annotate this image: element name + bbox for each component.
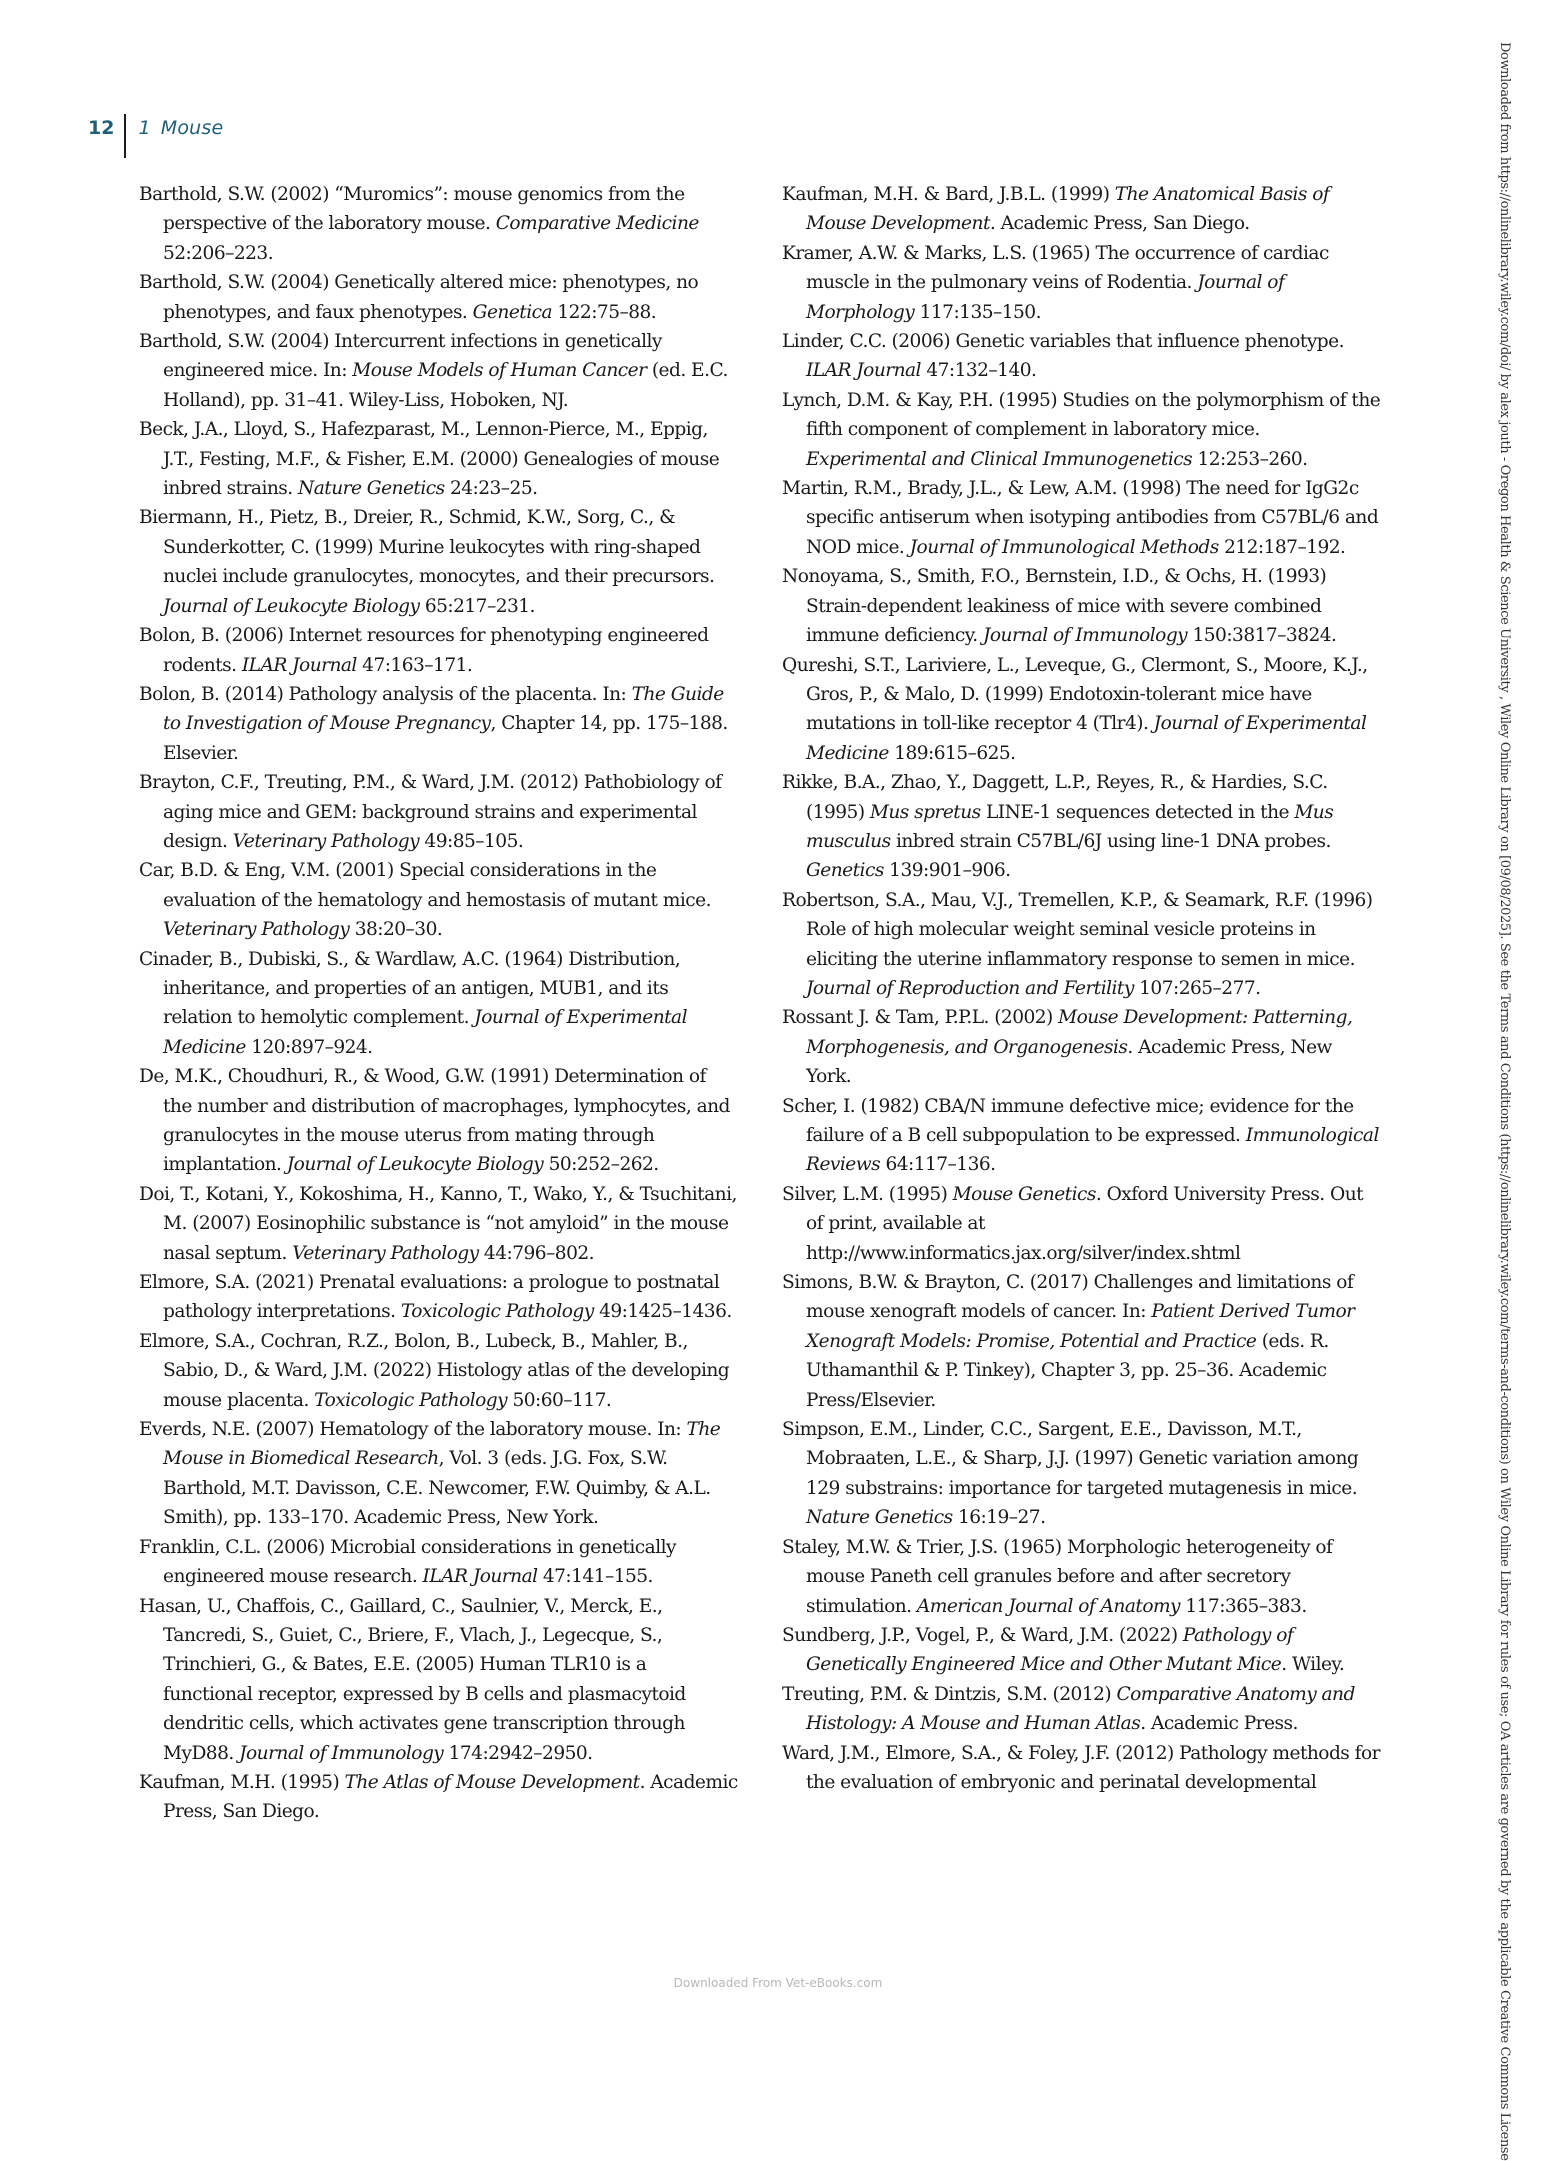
reference-text: 139:901–906.: [883, 860, 1011, 882]
reference-text: 50:252–262.: [543, 1154, 659, 1176]
reference-text: Scher, I. (1982) CBA/N immune defective mice; evidence for the failure of a B cell subpopulation to be expressed.: [782, 1095, 1354, 1146]
reference-entry: [782, 1180, 1382, 1268]
reference-text: 117:135–150.: [914, 301, 1041, 323]
reference-entry: [782, 768, 1382, 886]
reference-italic-title: Journal of Immunology: [239, 1742, 444, 1764]
reference-entry: [782, 386, 1382, 474]
reference-italic-title: ILAR Journal: [241, 654, 357, 676]
reference-text: 16:19–27.: [952, 1507, 1046, 1529]
reference-text: Elmore, S.A., Cochran, R.Z., Bolon, B., Lubeck, B., Mahler, B., Sabio, D., & Ward, J.M. (2022) Histology atlas of the developing mouse placenta.: [139, 1330, 730, 1411]
references-column-left: [139, 180, 739, 1827]
reference-text: Cinader, B., Dubiski, S., & Wardlaw, A.C. (1964) Distribution, inheritance, and properties of an antigen, MUB1, and its relation to hemolytic complement.: [139, 948, 681, 1029]
reference-text: Biermann, H., Pietz, B., Dreier, R., Schmid, K.W., Sorg, C., & Sunderkotter, C. (1999) Murine leukocytes with ring-shaped nuclei include granulocytes, monocytes, and their precursors.: [139, 507, 715, 588]
reference-italic-title: Mus musculus: [806, 801, 1334, 852]
reference-entry: [782, 1680, 1382, 1739]
reference-text: Robertson, S.A., Mau, V.J., Tremellen, K.P., & Seamark, R.F. (1996) Role of high molecular weight seminal vesicle proteins in eliciting the uterine inflammatory response to semen in mice.: [782, 889, 1373, 970]
reference-text: Kaufman, M.H. & Bard, J.B.L. (1999): [782, 184, 1115, 205]
reference-entry: [139, 1268, 739, 1327]
chapter-number: 1: [138, 117, 151, 139]
header-divider: [124, 114, 126, 158]
reference-text: Kramer, A.W. & Marks, L.S. (1965) The occurrence of cardiac muscle in the pulmonary veins of Rodentia.: [782, 242, 1329, 294]
reference-italic-title: Nature Genetics: [298, 478, 445, 500]
reference-text: 52:206–223.: [163, 242, 274, 264]
reference-text: Barthold, S.W. (2004) Intercurrent infections in genetically engineered mice. In:: [139, 331, 662, 382]
reference-italic-title: Nature Genetics: [806, 1507, 953, 1529]
reference-italic-title: Toxicologic Pathology: [314, 1389, 508, 1411]
reference-text: inbred strain C57BL/6J using line-1 DNA probes.: [890, 830, 1331, 852]
reference-text: Everds, N.E. (2007) Hematology of the laboratory mouse. In:: [139, 1419, 687, 1441]
reference-text: Treuting, P.M. & Dintzis, S.M. (2012): [782, 1683, 1117, 1705]
reference-italic-title: Journal of Immunological Methods: [909, 536, 1219, 558]
reference-entry: [139, 415, 739, 503]
reference-text: (eds. R. Uthamanthil & P. Tinkey), Chapter 3, pp. 25–36. Academic Press/Elsevier.: [806, 1330, 1329, 1411]
reference-italic-title: Genetics: [806, 860, 884, 882]
running-header: [88, 114, 223, 158]
reference-text: Staley, M.W. & Trier, J.S. (1965) Morphologic heterogeneity of mouse Paneth cell granules before and after secretory stimulation.: [782, 1536, 1333, 1617]
reference-text: 38:20–30.: [349, 919, 443, 941]
reference-text: 174:2942–2950.: [443, 1742, 593, 1764]
reference-text: 189:615–625.: [888, 742, 1016, 764]
reference-entry: [139, 327, 739, 415]
reference-text: Kaufman, M.H. (1995): [139, 1771, 345, 1793]
reference-entry: [782, 474, 1382, 562]
reference-text: De, M.K., Choudhuri, R., & Wood, G.W. (1991) Determination of the number and distribution of macrophages, lymphocytes, and granulocytes in the mouse uterus from mating through implantation.: [139, 1066, 730, 1176]
reference-text: , Vol. 3 (eds. J.G. Fox, S.W. Barthold, M.T. Davisson, C.E. Newcomer, F.W. Quimby, & A.L. Smith), pp. 133–170. Academic Press, New York.: [163, 1448, 711, 1529]
reference-entry: [139, 856, 739, 944]
reference-text: . Academic Press, San Diego.: [989, 213, 1250, 235]
reference-text: 65:217–231.: [419, 595, 535, 617]
reference-text: Brayton, C.F., Treuting, P.M., & Ward, J.M. (2012) Pathobiology of aging mice and GEM: background strains and experimental design.: [139, 772, 722, 852]
reference-entry: [782, 1533, 1382, 1621]
reference-entry: [139, 621, 739, 680]
reference-italic-title: Toxicologic Pathology: [400, 1301, 594, 1323]
reference-text: . Academic Press, San Diego.: [163, 1771, 738, 1823]
reference-text: Doi, T., Kotani, Y., Kokoshima, H., Kanno, T., Wako, Y., & Tsuchitani, M. (2007) Eosinophilic substance is “not amyloid” in the mouse nasal septum.: [139, 1183, 737, 1264]
reference-text: Rossant J. & Tam, P.P.L. (2002): [782, 1007, 1059, 1029]
reference-entry: [782, 651, 1382, 769]
reference-italic-title: Comparative Anatomy and Histology: A Mouse and Human Atlas: [806, 1683, 1355, 1735]
reference-entry: [139, 1327, 739, 1415]
reference-italic-title: Comparative Medicine: [495, 213, 699, 235]
reference-italic-title: Veterinary Pathology: [232, 830, 420, 852]
reference-entry: [782, 562, 1382, 650]
reference-text: Barthold, S.W. (2004) Genetically altered mice: phenotypes, no phenotypes, and faux phenotypes.: [139, 272, 699, 323]
reference-italic-title: Genetica: [472, 301, 553, 323]
reference-text: Simpson, E.M., Linder, C.C., Sargent, E.E., Davisson, M.T., Mobraaten, L.E., & Sharp, J.J. (1997) Genetic variation among 129 substrains: importance for targeted mutagenesis in mice.: [782, 1419, 1359, 1499]
reference-text: Linder, C.C. (2006) Genetic variables that influence phenotype.: [782, 331, 1344, 353]
reference-text: Beck, J.A., Lloyd, S., Hafezparast, M., Lennon-Pierce, M., Eppig, J.T., Festing, M.F., & Fisher, E.M. (2000) Genealogies of mouse inbred strains.: [139, 419, 720, 500]
reference-italic-title: Veterinary Pathology: [292, 1242, 479, 1264]
reference-entry: [139, 1592, 739, 1768]
reference-text: Franklin, C.L. (2006) Microbial considerations in genetically engineered mouse research.: [139, 1536, 676, 1588]
reference-entry: [782, 886, 1382, 1004]
reference-italic-title: ILAR Journal: [422, 1566, 538, 1588]
reference-italic-title: Journal of Immunology: [982, 625, 1188, 647]
reference-text: 64:117–136.: [880, 1154, 996, 1176]
reference-text: Elmore, S.A. (2021) Prenatal evaluations: a prologue to postnatal pathology interpretations.: [139, 1272, 720, 1323]
reference-italic-title: Patient Derived Tumor Xenograft Models: Promise, Potential and Practice: [806, 1301, 1355, 1352]
reference-italic-title: Journal of Leukocyte Biology: [163, 595, 420, 617]
reference-entry: [782, 1092, 1382, 1180]
reference-entry: [782, 1739, 1382, 1798]
reference-italic-title: Mouse Genetics: [952, 1183, 1096, 1205]
reference-text: 12:253–260.: [1192, 448, 1308, 470]
reference-italic-title: Mouse Development: Patterning, Morphogenesis, and Organogenesis: [806, 1007, 1353, 1058]
reference-text: Bolon, B. (2014) Pathology analysis of the placenta. In:: [139, 683, 632, 705]
reference-italic-title: American Journal of Anatomy: [916, 1595, 1180, 1617]
reference-text: Qureshi, S.T., Lariviere, L., Leveque, G., Clermont, S., Moore, K.J., Gros, P., & Malo, D. (1999) Endotoxin-tolerant mice have mutations in toll-like receptor 4 (Tlr4).: [782, 654, 1368, 735]
reference-text: Lynch, D.M. & Kay, P.H. (1995) Studies on the polymorphism of the fifth component of complement in laboratory mice.: [782, 389, 1381, 441]
reference-text: . Wiley.: [1281, 1654, 1345, 1676]
reference-italic-title: The Atlas of Mouse Development: [344, 1771, 640, 1793]
reference-text: Silver, L.M. (1995): [782, 1183, 953, 1205]
reference-text: 117:365–383.: [1180, 1595, 1307, 1617]
reference-text: Hasan, U., Chaffois, C., Gaillard, C., Saulnier, V., Merck, E., Tancredi, S., Guiet, C., Briere, F., Vlach, J., Legecque, S., Trinchieri, G., & Bates, E.E. (2005) Human TLR10 is a functional receptor, expressed by B cells and plasmacytoid dendritic cells, which activates gene transcription through MyD88.: [139, 1595, 686, 1764]
reference-italic-title: Journal of Experimental Medicine: [806, 713, 1367, 764]
reference-entry: [139, 1768, 739, 1827]
chapter-title: [138, 117, 223, 139]
reference-text: . Oxford University Press. Out of print, available at http://www.informatics.jax.org/silver/index.shtml: [806, 1183, 1364, 1264]
reference-text: 50:60–117.: [507, 1389, 612, 1411]
reference-entry: [782, 1268, 1382, 1415]
reference-entry: [782, 1003, 1382, 1091]
reference-text: 47:163–171.: [356, 654, 473, 676]
footer-watermark: Downloaded From Vet-eBooks.com: [673, 1976, 883, 1990]
reference-italic-title: Mus spretus: [869, 801, 981, 823]
reference-text: 212:187–192.: [1218, 536, 1346, 558]
reference-entry: [139, 680, 739, 768]
reference-text: Sundberg, J.P., Vogel, P., & Ward, J.M. (2022): [782, 1624, 1183, 1646]
reference-italic-title: Journal of Experimental Medicine: [163, 1007, 687, 1058]
reference-text: Martin, R.M., Brady, J.L., & Lew, A.M. (1998) The need for IgG2c specific antiserum when isotyping antibodies from C57BL/6 and NOD mice.: [782, 478, 1379, 558]
reference-text: 122:75–88.: [552, 301, 657, 323]
reference-text: LINE-1 sequences detected in the: [980, 801, 1295, 823]
reference-text: Ward, J.M., Elmore, S.A., & Foley, J.F. (2012) Pathology methods for the evaluation of embryonic and perinatal developmental: [782, 1742, 1380, 1793]
reference-text: Car, B.D. & Eng, V.M. (2001) Special considerations in the evaluation of the hematology and hemostasis of mutant mice.: [139, 860, 711, 911]
reference-entry: [139, 180, 739, 268]
reference-text: (ed. E.C. Holland), pp. 31–41. Wiley-Liss, Hoboken, NJ.: [163, 360, 728, 411]
reference-italic-title: Immunological Reviews: [806, 1125, 1379, 1176]
reference-entry: [782, 1621, 1382, 1680]
reference-entry: [139, 768, 739, 856]
page-number: 12: [88, 117, 115, 139]
reference-text: , Chapter 14, pp. 175–188. Elsevier.: [163, 713, 728, 764]
chapter-name: Mouse: [160, 117, 224, 139]
reference-italic-title: Mouse Models of Human Cancer: [352, 360, 647, 382]
reference-text: 107:265–277.: [1133, 977, 1261, 999]
reference-italic-title: Veterinary Pathology: [163, 919, 350, 941]
reference-text: 120:897–924.: [245, 1036, 373, 1058]
reference-entry: [782, 327, 1382, 386]
reference-entry: [782, 180, 1382, 239]
reference-entry: [139, 945, 739, 1063]
reference-text: 44:796–802.: [478, 1242, 594, 1264]
download-notice: Downloaded from https://onlinelibrary.wiley.com/doi/ by alex jouth - Oregon Health & Science University , Wiley Online Library on [09/08/2025]. See the Terms and Conditions (https://onlinelibrary.wiley.com/terms-and-conditions) on Wiley Online Library for rules of use; OA articles are governed by the applicable Creative Commons License: [1497, 42, 1512, 2161]
reference-text: Barthold, S.W. (2002) “Muromics”: mouse genomics from the perspective of the laboratory mouse.: [139, 184, 685, 235]
reference-italic-title: Journal of Leukocyte Biology: [286, 1154, 544, 1176]
reference-entry: [139, 1180, 739, 1268]
reference-text: Bolon, B. (2006) Internet resources for phenotyping engineered rodents.: [139, 625, 709, 676]
reference-text: 24:23–25.: [444, 478, 538, 500]
reference-text: 49:1425–1436.: [593, 1301, 732, 1323]
reference-entry: [139, 503, 739, 621]
reference-italic-title: Experimental and Clinical Immunogenetics: [806, 448, 1193, 470]
reference-text: . Academic Press.: [1140, 1713, 1298, 1735]
reference-italic-title: ILAR Journal: [806, 360, 921, 382]
reference-italic-title: Pathology of Genetically Engineered Mice and Other Mutant Mice: [806, 1624, 1294, 1676]
reference-italic-title: Journal of Morphology: [806, 272, 1285, 323]
reference-entry: [782, 1415, 1382, 1533]
reference-italic-title: Journal of Reproduction and Fertility: [806, 977, 1134, 999]
reference-text: Rikke, B.A., Zhao, Y., Daggett, L.P., Reyes, R., & Hardies, S.C. (1995): [782, 772, 1328, 823]
reference-entry: [782, 239, 1382, 327]
reference-text: Simons, B.W. & Brayton, C. (2017) Challenges and limitations of mouse xenograft models of cancer. In:: [782, 1272, 1354, 1323]
references-column-right: [782, 180, 1382, 1797]
reference-text: 47:132–140.: [920, 360, 1037, 382]
reference-text: . Academic Press, New York.: [806, 1036, 1332, 1088]
reference-entry: [139, 1415, 739, 1533]
reference-text: 49:85–105.: [419, 830, 524, 852]
reference-italic-title: The Guide to Investigation of Mouse Pregnancy: [163, 683, 724, 735]
reference-italic-title: The Anatomical Basis of Mouse Development: [806, 184, 1330, 235]
reference-entry: [139, 268, 739, 327]
reference-entry: [139, 1062, 739, 1180]
reference-text: Nonoyama, S., Smith, F.O., Bernstein, I.D., & Ochs, H. (1993) Strain-dependent leakiness of mice with severe combined immune deficiency.: [782, 566, 1327, 647]
reference-text: 47:141–155.: [537, 1566, 653, 1588]
reference-text: 150:3817–3824.: [1187, 625, 1337, 647]
reference-entry: [139, 1533, 739, 1592]
reference-italic-title: The Mouse in Biomedical Research: [163, 1419, 721, 1470]
